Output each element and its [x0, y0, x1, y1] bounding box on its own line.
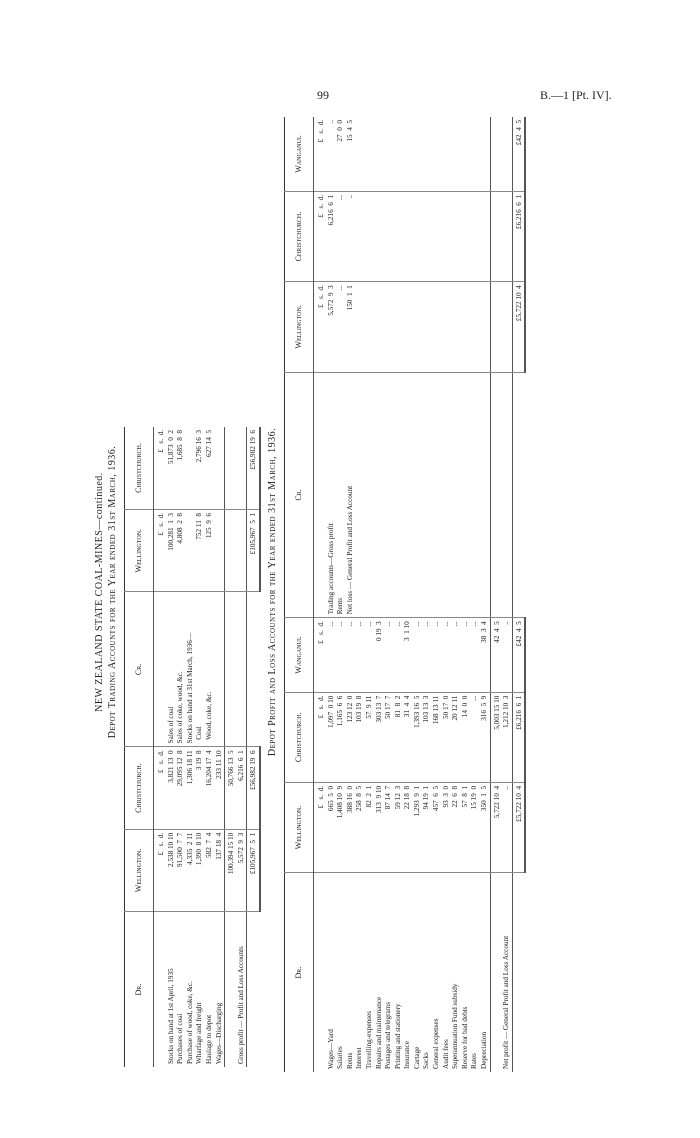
table-row [375, 117, 385, 1072]
total-spacer [247, 912, 260, 1067]
table-row [336, 117, 346, 1072]
table-row [480, 117, 490, 1072]
subtotal-spacer-cr [490, 372, 502, 618]
units-spacer [313, 873, 326, 1072]
cr-value-w [186, 510, 196, 592]
cr-label [413, 372, 423, 618]
trading-col-wellington-cr: Wellington. [125, 510, 154, 592]
dr-value-c: 233 11 10 [215, 747, 225, 829]
dr-value-c: 1,306 18 11 [186, 747, 196, 829]
subtotal-spacer [490, 873, 502, 1072]
cr-label [480, 372, 490, 618]
cr-label: Net loss — General Profit and Loss Account [346, 372, 356, 618]
dr-value-c: 1,393 16 5 [413, 692, 423, 782]
cr-label [403, 372, 413, 618]
dr-value-w: 313 9 10 [375, 782, 385, 872]
dr-value-w: 350 1 5 [480, 782, 490, 872]
cr-subtotal-blank-w [490, 282, 502, 372]
table-row [413, 117, 423, 1072]
cr-value-c: 627 14 5 [205, 427, 215, 510]
trading-col-wellington: Wellington. [125, 829, 154, 911]
dr-label: Purchase of wood, coke, &c. [185, 981, 194, 1064]
dr-label: Purchases of coal [176, 1013, 185, 1064]
dr-value-w: 1,408 10 9 [336, 782, 346, 872]
dr-label: Wharfage and freight [195, 1002, 204, 1064]
cr-value-g: 27 0 0 [336, 117, 346, 191]
dr-value-c: 1,165 6 6 [336, 692, 346, 782]
cr-value-w [470, 282, 480, 372]
pl-col-christchurch: Christchurch. [284, 692, 313, 782]
cr-value-g [451, 117, 461, 191]
rotated-content [90, 112, 635, 1072]
page-number: 99 [317, 88, 329, 102]
table-row [355, 117, 365, 1072]
dr-transfer-w: .. [502, 782, 512, 872]
cr-value-c [442, 191, 452, 281]
units-cr-w: £ s. d. [313, 282, 326, 372]
cr-label [375, 372, 385, 618]
cr-value-g: .. [327, 117, 337, 191]
cr-value-c [355, 191, 365, 281]
dr-value-c: 50 17 0 [442, 692, 452, 782]
cr-value-c: ... [336, 191, 346, 281]
cr-value-w [422, 282, 432, 372]
dr-label: Travelling-expenses [364, 1010, 373, 1069]
dr-value-g: ... [355, 618, 365, 692]
cr-value-c: 1,685 8 8 [176, 427, 186, 510]
dr-value-c: 3,821 13 0 [167, 747, 177, 829]
cr-value-w: 125 9 6 [205, 510, 215, 592]
dr-value-c: 31 4 4 [403, 692, 413, 782]
total-row [247, 427, 260, 1067]
dr-label: Rents [345, 1052, 354, 1069]
dr-value-w: 91,500 7 7 [176, 829, 186, 911]
dr-value-w: 94 19 1 [422, 782, 432, 872]
cr-label: Sales of coal [167, 592, 177, 747]
cr-value-g [480, 117, 490, 191]
dr-label: Sacks [422, 1052, 431, 1069]
cr-value-g [365, 117, 375, 191]
cr-label [432, 372, 442, 618]
dr-label: General expenses [432, 1018, 441, 1069]
dr-value-w: 22 18 8 [403, 782, 413, 872]
cr-total-w: £105,967 5 1 [247, 510, 260, 592]
dr-transfer-w: 5,572 9 3 [237, 829, 247, 911]
cr-label: Sales of coke, wood, &c. [176, 592, 186, 747]
cr-label [384, 372, 394, 618]
dr-value-w: 93 3 0 [442, 782, 452, 872]
dr-value-c: 103 19 8 [355, 692, 365, 782]
pl-col-wellington-cr: Wellington. [284, 282, 313, 372]
cr-subtotal-blank-w [225, 510, 237, 592]
dr-value-w: 388 16 0 [346, 782, 356, 872]
dr-value-c: 3 19 8 [195, 747, 205, 829]
cr-value-g [470, 117, 480, 191]
cr-value-g [375, 117, 385, 191]
cr-value-g [394, 117, 404, 191]
transfer-row [237, 427, 247, 1067]
dr-value-g: ... [432, 618, 442, 692]
cr-value-c: 2,796 16 3 [195, 427, 205, 510]
cr-value-c: 51,873 0 2 [167, 427, 177, 510]
total-spacer [512, 873, 525, 1072]
dr-total-c: £56,982 19 6 [247, 747, 260, 829]
cr-value-w: 5,572 9 3 [327, 282, 337, 372]
cr-value-c [432, 191, 442, 281]
dr-value-g: 0 19 3 [375, 618, 385, 692]
cr-transfer-blank-c [502, 191, 512, 281]
cr-total-w: £5,722 10 4 [512, 282, 525, 372]
dr-value-c: 168 13 11 [432, 692, 442, 782]
dr-total-g: £42 4 5 [512, 618, 525, 692]
dr-label: Interest [355, 1047, 364, 1069]
cr-value-c [186, 427, 196, 510]
units-cr-c: £ s. d. [313, 191, 326, 281]
cr-label [470, 372, 480, 618]
cr-value-w [394, 282, 404, 372]
dr-value-c: 316 5 9 [480, 692, 490, 782]
trading-table [124, 427, 261, 1067]
dr-value-g: ... [336, 618, 346, 692]
units-c: £ s. d. [313, 692, 326, 782]
cr-value-w [413, 282, 423, 372]
table-row [195, 427, 205, 1067]
dr-label: Audit fees [441, 1039, 450, 1069]
table-row [422, 117, 432, 1072]
table-row [451, 117, 461, 1072]
cr-value-w: 150 1 1 [346, 282, 356, 372]
cr-label [394, 372, 404, 618]
dr-value-c: 123 12 0 [346, 692, 356, 782]
units-w: £ s. d. [154, 829, 167, 911]
dr-value-g: 38 3 4 [480, 618, 490, 692]
cr-label: Rents [336, 372, 346, 618]
units-row [154, 427, 167, 1067]
cr-value-w: 752 11 8 [195, 510, 205, 592]
dr-value-g: ... [346, 618, 356, 692]
units-spacer [154, 912, 167, 1067]
cr-value-c: .. [346, 191, 356, 281]
pl-dr-header: Dr. [284, 873, 313, 1072]
dr-value-w: 22 6 8 [451, 782, 461, 872]
cr-transfer-blank-w [237, 510, 247, 592]
trading-cr-header: Cr. [125, 592, 154, 747]
units-row [313, 117, 326, 1072]
cr-value-c [461, 191, 471, 281]
cr-total-c: £56,982 19 6 [247, 427, 260, 510]
table-row [205, 427, 215, 1067]
trading-title: Depot Trading Accounts for the Year ended 31st March, 1936. [107, 445, 118, 739]
cr-label: Wood, coke, &c. [205, 592, 215, 747]
dr-subtotal-w: 100,394 15 10 [225, 829, 237, 911]
dr-subtotal-w: 5,722 10 4 [490, 782, 502, 872]
table-row [384, 117, 394, 1072]
dr-value-w: 4,335 2 11 [186, 829, 196, 911]
cr-label [355, 372, 365, 618]
dr-transfer-c: 1,212 10 3 [502, 692, 512, 782]
cr-transfer-blank-c [237, 427, 247, 510]
cr-value-g [403, 117, 413, 191]
pl-table [284, 117, 526, 1072]
dr-label: Haulage to depot [204, 1014, 213, 1064]
cr-value-w [384, 282, 394, 372]
dr-value-c: 50 17 7 [384, 692, 394, 782]
cr-transfer-blank-g [502, 117, 512, 191]
cr-total-g: £42 4 5 [512, 117, 525, 191]
pl-col-christchurch-cr: Christchurch. [284, 191, 313, 281]
cr-value-c [375, 191, 385, 281]
cr-value-g [413, 117, 423, 191]
dr-subtotal-c: 50,766 13 5 [225, 747, 237, 829]
cr-label: Coal [195, 592, 205, 747]
dr-value-c: 303 13 7 [375, 692, 385, 782]
cr-total-c: £6,216 6 1 [512, 191, 525, 281]
dr-value-c: ... [470, 692, 480, 782]
dr-value-c: 29,095 12 8 [176, 747, 186, 829]
table-row [394, 117, 404, 1072]
dr-label: Printing and stationery [393, 1003, 402, 1069]
units-cr-c: £ s. d. [154, 427, 167, 510]
units-cr-w: £ s. d. [154, 510, 167, 592]
cr-value-c [403, 191, 413, 281]
dr-value-c: 103 13 3 [422, 692, 432, 782]
total-spacer-cr [512, 372, 525, 618]
cr-value-w [403, 282, 413, 372]
units-cr-g: £ s. d. [313, 117, 326, 191]
dr-value-w: 665 5 0 [327, 782, 337, 872]
subtotal-spacer-cr [225, 592, 237, 747]
dr-value-g: ... [451, 618, 461, 692]
table-row [432, 117, 442, 1072]
dr-label: Postages and telegrams [384, 1001, 393, 1069]
units-spacer-cr [313, 372, 326, 618]
dr-value-g: ... [394, 618, 404, 692]
dr-subtotal-c: 5,003 15 10 [490, 692, 502, 782]
table-row [176, 427, 186, 1067]
dr-subtotal-g: 42 4 5 [490, 618, 502, 692]
cr-value-c [215, 427, 225, 510]
trading-dr-header: Dr. [125, 912, 154, 1067]
cr-transfer-blank-w [502, 282, 512, 372]
cr-value-g [461, 117, 471, 191]
cr-label: Trading accounts—Gross profit [327, 372, 337, 618]
total-spacer-cr [247, 592, 260, 747]
dr-total-w: £5,722 10 4 [512, 782, 525, 872]
table-row [346, 117, 356, 1072]
dr-value-g: ... [422, 618, 432, 692]
dr-transfer-label: Gross profit — Profit and Loss Accounts [236, 946, 245, 1064]
table-row [365, 117, 375, 1072]
pl-col-wellington: Wellington. [284, 782, 313, 872]
dr-label: Stocks on hand at 1st April, 1935 [166, 968, 175, 1064]
transfer-spacer-cr [237, 592, 247, 747]
total-row [512, 117, 525, 1072]
table-row [442, 117, 452, 1072]
cr-label [442, 372, 452, 618]
dr-value-c: 57 9 11 [365, 692, 375, 782]
table-row [215, 427, 225, 1067]
dr-label: Insurance [403, 1041, 412, 1069]
cr-value-w [451, 282, 461, 372]
units-spacer-cr [154, 592, 167, 747]
table-row [167, 427, 177, 1067]
dr-total-c: £6,216 6 1 [512, 692, 525, 782]
dr-value-c: 1,097 0 10 [327, 692, 337, 782]
dr-label: Repairs and maintenance [374, 996, 383, 1069]
dr-value-c: 81 8 2 [394, 692, 404, 782]
cr-value-w: 4,808 2 8 [176, 510, 186, 592]
dr-label: Salaries [336, 1046, 345, 1069]
units-c: £ s. d. [154, 747, 167, 829]
cr-value-w [355, 282, 365, 372]
dr-value-w: 137 18 4 [215, 829, 225, 911]
main-heading: NEW ZEALAND STATE COAL-MINES—continued. [94, 472, 105, 712]
dr-label: Superannuation Fund subsidy [451, 983, 460, 1069]
subtotal-row [490, 117, 502, 1072]
cr-value-g [442, 117, 452, 191]
subtotal-row [225, 427, 237, 1067]
dr-value-g: ... [327, 618, 337, 692]
cr-value-w [375, 282, 385, 372]
cr-value-g [384, 117, 394, 191]
pl-title: Depot Profit and Loss Accounts for the Year ended 31st March, 1936. [266, 427, 278, 757]
units-w: £ s. d. [313, 782, 326, 872]
dr-value-g: ... [470, 618, 480, 692]
cr-value-c [451, 191, 461, 281]
cr-value-c [365, 191, 375, 281]
cr-label: Stocks on hand at 31st March, 1936— [186, 592, 196, 747]
cr-value-g [432, 117, 442, 191]
subtotal-spacer [225, 912, 237, 1067]
pl-cr-header: Cr. [284, 372, 313, 618]
dr-value-c: 20 12 11 [451, 692, 461, 782]
dr-value-w: 457 6 5 [432, 782, 442, 872]
dr-value-w: 59 12 3 [394, 782, 404, 872]
cr-label [422, 372, 432, 618]
dr-value-w: 2,538 10 10 [167, 829, 177, 911]
trading-col-christchurch: Christchurch. [125, 747, 154, 829]
dr-value-g: ... [365, 618, 375, 692]
table-row [186, 427, 196, 1067]
cr-value-w: ... [336, 282, 346, 372]
dr-value-w: 57 8 1 [461, 782, 471, 872]
cr-value-g: 15 4 5 [346, 117, 356, 191]
dr-value-c: 16,204 17 4 [205, 747, 215, 829]
cr-label [215, 592, 225, 747]
dr-value-w: 258 8 5 [355, 782, 365, 872]
dr-value-w: 82 2 1 [365, 782, 375, 872]
cr-value-w [432, 282, 442, 372]
dr-value-w: 1,390 8 10 [195, 829, 205, 911]
cr-value-c: 6,216 6 1 [327, 191, 337, 281]
table-row [403, 117, 413, 1072]
pl-col-wanganui-cr: Wanganui. [284, 117, 313, 191]
dr-label: Reserve for bad debts [460, 1006, 469, 1069]
cr-label [451, 372, 461, 618]
cr-value-w [461, 282, 471, 372]
table-row [461, 117, 471, 1072]
cr-value-c [470, 191, 480, 281]
dr-label: Depreciation [480, 1031, 489, 1069]
dr-value-w: 15 19 0 [470, 782, 480, 872]
dr-value-w: 1,293 9 1 [413, 782, 423, 872]
trading-col-christchurch-cr: Christchurch. [125, 427, 154, 510]
dr-label: Rates [470, 1053, 479, 1069]
cr-value-c [422, 191, 432, 281]
cr-value-g [422, 117, 432, 191]
table-row [327, 117, 337, 1072]
cr-value-c [413, 191, 423, 281]
cr-label [461, 372, 471, 618]
dr-total-w: £105,967 5 1 [247, 829, 260, 911]
cr-label [365, 372, 375, 618]
dr-value-g: ... [442, 618, 452, 692]
dr-label: Wages—Yard [326, 1029, 335, 1069]
table-row [470, 117, 480, 1072]
cr-value-w [365, 282, 375, 372]
transfer-row [502, 117, 512, 1072]
pl-col-wanganui: Wanganui. [284, 618, 313, 692]
transfer-spacer-cr [502, 372, 512, 618]
cr-value-w [215, 510, 225, 592]
dr-value-w: 87 14 7 [384, 782, 394, 872]
dr-transfer-g: .. [502, 618, 512, 692]
cr-value-w: 100,281 1 3 [167, 510, 177, 592]
cr-subtotal-blank-g [490, 117, 502, 191]
cr-value-w [480, 282, 490, 372]
dr-value-g: 3 1 10 [403, 618, 413, 692]
dr-value-g: ... [461, 618, 471, 692]
cr-value-g [355, 117, 365, 191]
dr-value-g: ... [413, 618, 423, 692]
dr-label: Wages—Discharging [214, 1002, 223, 1064]
dr-value-w: 582 7 4 [205, 829, 215, 911]
document-reference: B.—1 [Pt. IV]. [540, 88, 612, 102]
dr-value-g: ... [384, 618, 394, 692]
units-g: £ s. d. [313, 618, 326, 692]
cr-value-c [394, 191, 404, 281]
dr-label: Cartage [412, 1046, 421, 1069]
cr-value-w [442, 282, 452, 372]
cr-subtotal-blank-c [225, 427, 237, 510]
dr-value-c: 14 0 0 [461, 692, 471, 782]
cr-value-c [480, 191, 490, 281]
dr-transfer-c: 6,216 6 1 [237, 747, 247, 829]
dr-transfer-label: Net profit — General Profit and Loss Account [502, 935, 511, 1069]
cr-value-c [384, 191, 394, 281]
cr-subtotal-blank-c [490, 191, 502, 281]
